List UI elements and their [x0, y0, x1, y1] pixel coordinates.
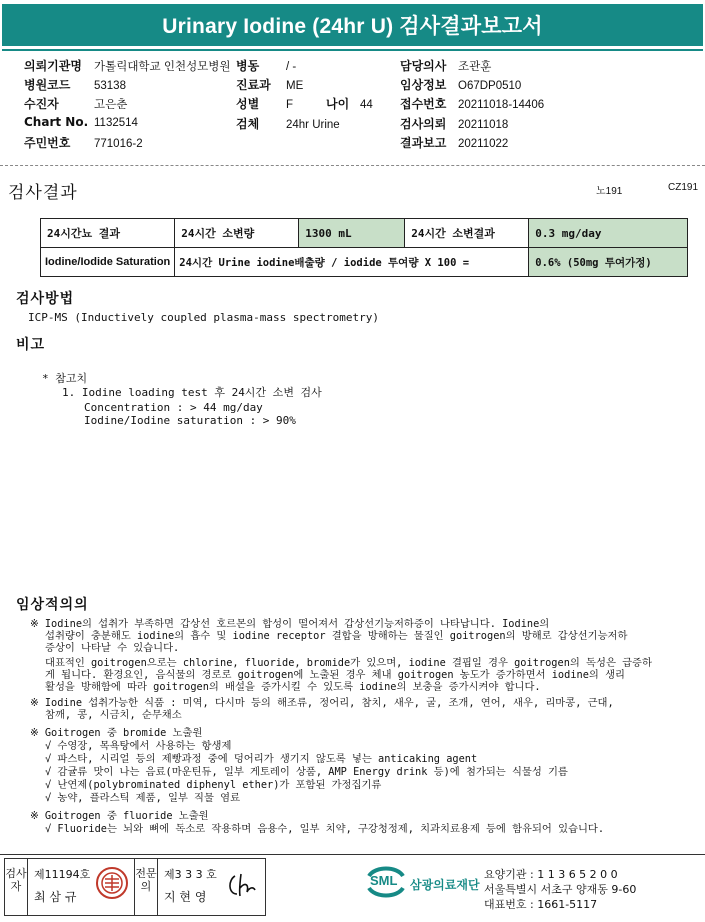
inspector-seal	[95, 866, 129, 900]
clinical-line: √ 수영장, 목욕탕에서 사용하는 항생제	[45, 740, 232, 752]
clinical-line: √ 난연제(polybrominated diphenyl ether)가 포함된 가정집기류	[45, 779, 382, 791]
info-hospital-code: 병원코드 53138	[24, 78, 126, 92]
clinical-line: ※ Iodine의 섭취가 부족하면 갑상선 호르몬의 합성이 떨어져서 갑상선기능저하증이 나타납니다. Iodine의	[30, 618, 550, 630]
clinical-line: √ 농약, 플라스틱 제품, 일부 직물 염료	[45, 792, 241, 804]
specialist-name: 지 현 영	[164, 890, 207, 904]
info-specimen: 검체 24hr Urine	[236, 117, 340, 131]
info-sex: 성별 F	[236, 97, 294, 111]
org-code: 요양기관 : 1 1 3 6 5 2 0 0	[484, 868, 618, 881]
inspector-license: 제11194호	[34, 868, 91, 881]
specialist-license: 제3 3 3 호	[164, 868, 217, 881]
inspector-label: 검사자	[4, 858, 28, 916]
info-request-date: 검사의뢰 20211018	[400, 117, 509, 131]
clinical-heading: 임상적의의	[16, 597, 89, 613]
info-age: 나이 44	[326, 97, 373, 111]
result-table	[40, 218, 688, 277]
info-clinical: 임상정보 O67DP0510	[400, 78, 522, 92]
table-row	[41, 219, 688, 248]
clinical-line: √ 파스타, 시리얼 등의 제빵과정 중에 덩어리가 생기지 않도록 넣는 anticaking agent	[45, 753, 478, 765]
urine-result-value: 0.3 mg/day	[529, 219, 688, 248]
signature-icon	[225, 870, 261, 900]
remark-saturation: Iodine/Iodine saturation : > 90%	[84, 414, 296, 427]
info-hospital: 의뢰기관명 가톨릭대학교 인천성모병원	[24, 59, 231, 73]
code-right: CZ191	[668, 182, 699, 193]
info-doctor: 담당의사 조관훈	[400, 59, 492, 73]
result-cell: 24시간뇨 결과	[41, 219, 175, 248]
clinical-line: 섭취량이 충분해도 iodine의 흡수 및 iodine receptor 결합을 방해하는 물질인 goitrogen의 방해로 갑상선기능저하	[45, 630, 628, 642]
method-heading: 검사방법	[16, 291, 75, 307]
remark-item: 1. Iodine loading test 후 24시간 소변 검사	[62, 386, 322, 399]
result-cell: 24시간 Urine iodine배출량 / iodide 투여량 X 100 =	[175, 248, 529, 277]
info-resident-no: 주민번호 771016-2	[24, 136, 143, 150]
result-cell: 24시간 소변결과	[405, 219, 529, 248]
specialist-label: 전문의	[134, 858, 158, 916]
org-name: 삼광의료재단	[410, 878, 480, 892]
clinical-line: 게 됩니다. 환경요인, 음식물의 경로로 goitrogen에 노출된 경우 체내 goitrogen 농도가 증가하면서 iodine의 생리	[45, 669, 625, 681]
result-cell: 24시간 소변량	[175, 219, 299, 248]
specialist-signature	[225, 870, 261, 900]
clinical-line: 대표적인 goitrogen으로는 chlorine, fluoride, bromide가 있으며, iodine 결핍일 경우 goitrogen의 독성은 급증하	[45, 657, 652, 669]
report-title: Urinary Iodine (24hr U) 검사결과보고서	[2, 4, 703, 46]
clinical-line: √ 감귤류 맛이 나는 음료(마운틴듀, 일부 게토레이 상품, AMP Energy drink 등)에 첨가되는 식물성 기름	[45, 766, 568, 778]
table-row	[41, 248, 688, 277]
code-left: 노191	[596, 186, 623, 197]
clinical-line: ※ Goitrogen 중 fluoride 노출원	[30, 810, 209, 822]
org-phone: 대표번호 : 1661-5117	[484, 898, 598, 911]
method-text: ICP-MS (Inductively coupled plasma-mass spectrometry)	[28, 311, 379, 324]
clinical-line: 증상이 나타날 수 있습니다.	[45, 642, 180, 654]
remark-concentration: Concentration : > 44 mg/day	[84, 401, 263, 414]
section-divider	[0, 165, 705, 166]
remark-heading: 비고	[16, 337, 46, 353]
remark-ref: * 참고치	[42, 372, 88, 385]
clinical-line: √ Fluoride는 뇌와 뼈에 독소로 작용하며 음용수, 일부 치약, 구강청정제, 치과치료용제 등에 함유되어 있습니다.	[45, 823, 605, 835]
footer-divider	[0, 854, 705, 855]
seal-icon	[95, 866, 129, 900]
org-address: 서울특별시 서초구 양재동 9-60	[484, 883, 637, 896]
urine-volume-value: 1300 mL	[299, 219, 405, 248]
sml-text: SML	[370, 873, 398, 888]
clinical-line: ※ Goitrogen 중 bromide 노출원	[30, 727, 203, 739]
result-heading: 검사결과	[8, 183, 78, 203]
info-ward: 병동 / -	[236, 59, 297, 73]
result-cell: Iodine/Iodide Saturation	[41, 248, 175, 277]
info-department: 진료과 ME	[236, 78, 304, 92]
info-chart-no: Chart No. 1132514	[24, 115, 138, 129]
inspector-name: 최 삼 규	[34, 890, 77, 904]
info-report-date: 결과보고 20211022	[400, 136, 509, 150]
info-patient: 수진자 고은춘	[24, 97, 128, 111]
clinical-line: 활성을 방해함에 따라 goitrogen의 배설을 증가시킬 수 있도록 iodine의 보충을 증가시켜야 합니다.	[45, 681, 541, 693]
saturation-value: 0.6% (50mg 투여가정)	[529, 248, 688, 277]
title-underline	[2, 49, 703, 51]
clinical-line: 참깨, 콩, 시금치, 순무채소	[45, 709, 182, 721]
info-receipt-no: 접수번호 20211018-14406	[400, 97, 545, 111]
clinical-line: ※ Iodine 섭취가능한 식품 : 미역, 다시마 등의 해조류, 정어리, 참치, 새우, 굴, 조개, 연어, 새우, 리마콩, 근대,	[30, 697, 614, 709]
